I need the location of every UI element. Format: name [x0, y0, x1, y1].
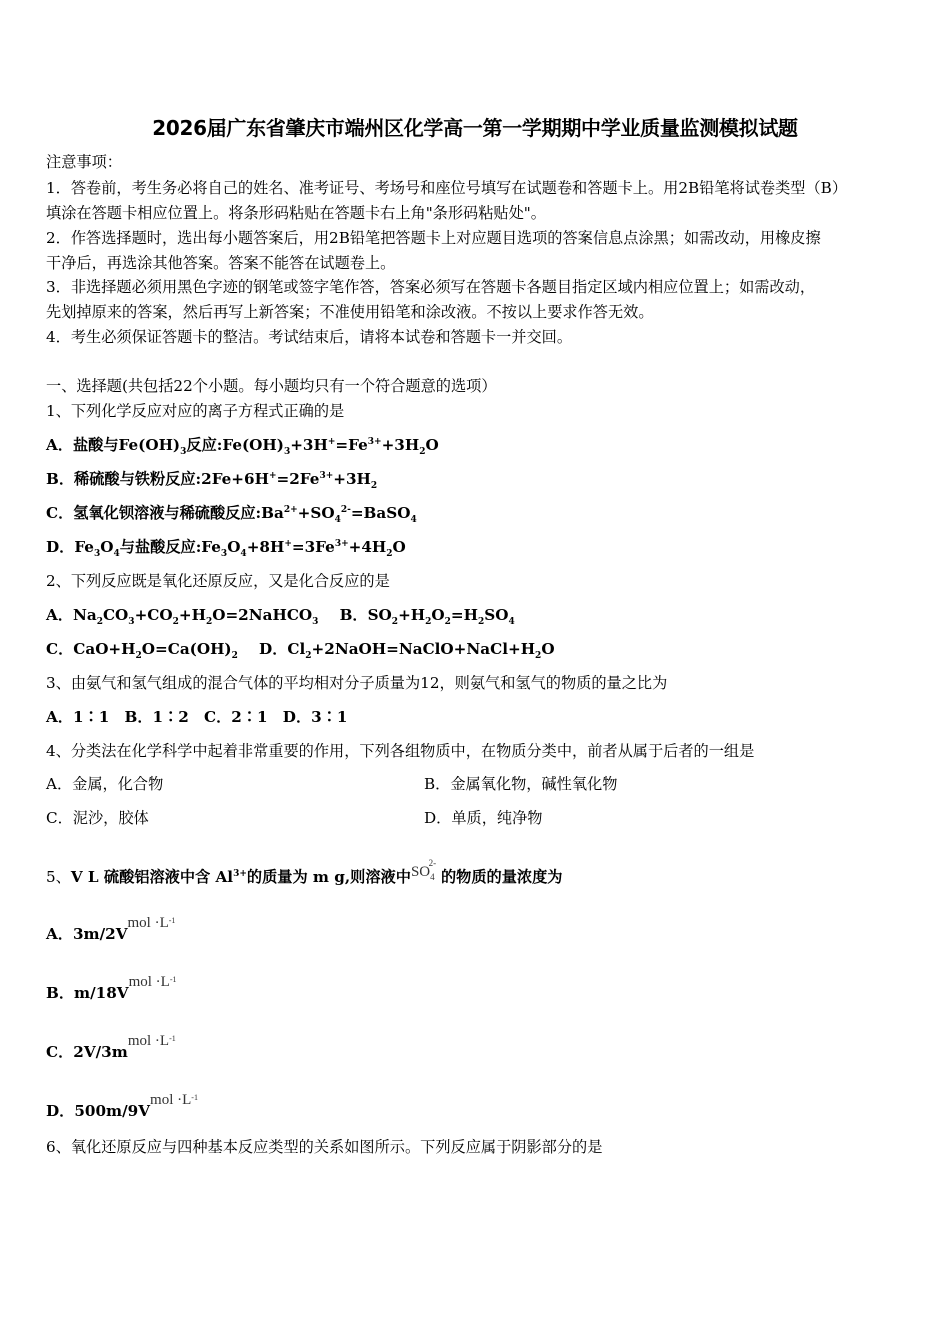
- question-1-option-a: A．盐酸与$Fe(OH)_3$反应$:Fe(OH)_3+3H^+=Fe^{3+}+3H_2O$: [46, 436, 439, 458]
- question-2-option-d: D．$Cl_2+2NaOH=NaClO+NaCl+H_2O$: [259, 640, 555, 662]
- question-1-stem: 1、下列化学反应对应的离子方程式正确的是: [46, 402, 345, 420]
- notice-line-2: 填涂在答题卡相应位置上。将条形码粘贴在答题卡右上角"条形码粘贴处"。: [46, 204, 546, 222]
- question-4-options-cd: [46, 808, 543, 828]
- notice-line-1: 1．答卷前，考生务必将自己的姓名、准考证号、考场号和座位号填写在试题卷和答题卡上。用2B铅笔将试卷类型（B）: [46, 179, 848, 197]
- question-5-stem: 5、V L 硫酸铝溶液中含 $Al^{3+}$的质量为 m g,则溶液中$SO_4^{2-}$ 的物质的量浓度为: [46, 858, 563, 886]
- question-3-stem: 3、由氨气和氢气组成的混合气体的平均相对分子质量为12，则氨气和氢气的物质的量之比为: [46, 674, 668, 692]
- question-5-option-a: A．3m/2Vmol $\cdot L^{-1}$: [46, 915, 176, 943]
- page-title: 2026届广东省肇庆市端州区化学高一第一学期期中学业质量监测模拟试题: [152, 116, 798, 140]
- question-4-option-a: A．金属，化合物: [46, 775, 164, 793]
- notice-line-4: 干净后，再选涂其他答案。答案不能答在试题卷上。: [46, 254, 396, 272]
- question-1-option-d: D．$Fe_3O_4$与盐酸反应$:Fe_3O_4+8H^+=3Fe^{3+}+4H_2O$: [46, 538, 406, 560]
- question-5-option-c: C．2V/3mmol $\cdot L^{-1}$: [46, 1033, 176, 1061]
- question-2-options-ab: [46, 605, 515, 628]
- sulfate-ion-formula: $SO_4^{2-}$: [410, 858, 437, 882]
- question-2-option-b: B．$SO_2+H_2O_2=H_2SO_4$: [339, 606, 515, 628]
- question-4-options-ab: [46, 774, 618, 794]
- question-5-option-b: B．m/18Vmol $\cdot L^{-1}$: [46, 974, 177, 1002]
- notice-line-7: 4．考生必须保证答题卡的整洁。考试结束后，请将本试卷和答题卡一并交回。: [46, 328, 573, 346]
- question-2-stem: 2、下列反应既是氧化还原反应，又是化合反应的是: [46, 572, 390, 590]
- question-2-options-cd: [46, 639, 555, 662]
- question-4-stem: 4、分类法在化学科学中起着非常重要的作用，下列各组物质中，在物质分类中，前者从属于后者的一组是: [46, 742, 755, 760]
- notice-line-6: 先划掉原来的答案，然后再写上新答案；不准使用铅笔和涂改液。不按以上要求作答无效。: [46, 303, 654, 321]
- question-6-stem: 6、氧化还原反应与四种基本反应类型的关系如图所示。下列反应属于阴影部分的是: [46, 1138, 603, 1156]
- question-1-option-b: B．稀硫酸与铁粉反应$:2Fe+6H^+=2Fe^{3+}+3H_2$: [46, 470, 378, 492]
- question-2-option-a: A．$Na_2CO_3+CO_2+H_2O=2NaHCO_3$: [46, 606, 319, 628]
- question-5-option-d: D．500m/9Vmol $\cdot L^{-1}$: [46, 1092, 198, 1120]
- notice-line-5: 3．非选择题必须用黑色字迹的钢笔或签字笔作答，答案必须写在答题卡各题目指定区域内相应位置上；如需改动，: [46, 278, 816, 296]
- question-4-option-c: C．泥沙，胶体: [46, 809, 149, 827]
- question-3-options: A．1∶1 B．1∶2 C．2∶1 D．3∶1: [46, 708, 348, 726]
- section-heading: 一、选择题(共包括22个小题。每小题均只有一个符合题意的选项）: [46, 377, 497, 395]
- notice-line-3: 2．作答选择题时，选出每小题答案后，用2B铅笔把答题卡上对应题目选项的答案信息点涂黑；如需改动，用橡皮擦: [46, 229, 821, 247]
- notice-heading: 注意事项：: [46, 153, 122, 171]
- question-1-option-c: C．氢氧化钡溶液与稀硫酸反应$:Ba^{2+}+SO_4^{2-}=BaSO_4$: [46, 504, 417, 526]
- question-4-option-b: B．金属氧化物，碱性氧化物: [424, 775, 618, 793]
- question-4-option-d: D．单质，纯净物: [424, 809, 543, 827]
- question-2-option-c: C．$CaO+H_2O=Ca(OH)_2$: [46, 640, 238, 662]
